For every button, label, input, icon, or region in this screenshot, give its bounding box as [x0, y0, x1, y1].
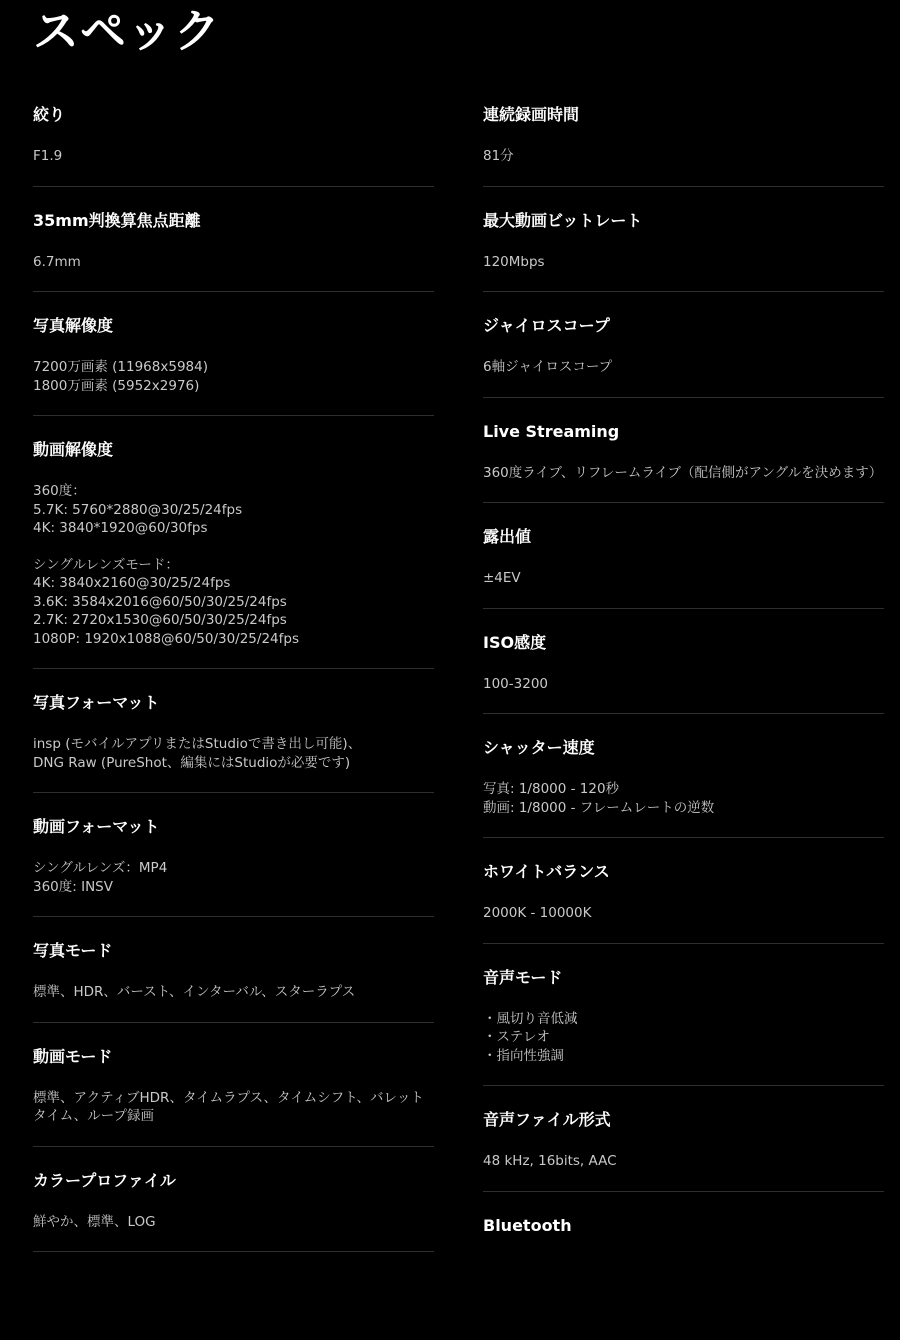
spec-label: ホワイトバランス	[483, 862, 610, 881]
spec-value	[483, 464, 884, 483]
spec-label: シャッター速度	[483, 738, 595, 757]
spec-value	[33, 253, 434, 272]
spec-label: ジャイロスコープ	[483, 316, 610, 335]
spec-value-line: 360度: INSV	[33, 878, 113, 895]
spec-value	[483, 904, 884, 923]
spec-value	[483, 253, 884, 272]
spec-item-iso	[483, 609, 884, 715]
spec-item-item-8	[483, 944, 884, 1087]
spec-value-line: ・指向性強調	[483, 1047, 564, 1064]
spec-value-line: 標準、HDR、バースト、インターバル、スターラプス	[33, 984, 356, 1000]
spec-label: 動画フォーマット	[33, 817, 160, 836]
spec-value	[33, 147, 434, 166]
spec-value-line: 6.7mm	[33, 253, 81, 270]
spec-item-bluetooth	[483, 1192, 884, 1258]
spec-value-line: 1800万画素 (5952x2976)	[33, 377, 200, 394]
spec-item-item-2	[483, 292, 884, 398]
spec-value-line: 360度ライブ、リフレームライブ（配信側がアングルを決めます）	[483, 464, 883, 481]
spec-value-line: F1.9	[33, 148, 63, 164]
spec-item-item-2	[33, 292, 434, 416]
spec-label: カラープロファイル	[33, 1170, 176, 1190]
spec-column-right	[483, 81, 884, 1258]
spec-value	[33, 482, 434, 648]
spec-value-line: 360度：	[33, 483, 86, 499]
spec-value	[483, 147, 884, 166]
spec-item-item-9	[483, 1086, 884, 1192]
spec-value	[33, 358, 434, 395]
spec-label: 絞り	[33, 105, 66, 124]
spec-value-line: DNG Raw (PureShot、編集にはStudioが必要です)	[33, 754, 351, 771]
spec-label: 連続録画時間	[483, 105, 580, 124]
spec-item-item-6	[33, 917, 434, 1023]
spec-value-line: 鮮やか、標準、LOG	[33, 1213, 156, 1230]
spec-label: 動画モード	[33, 1046, 113, 1066]
spec-label: Bluetooth	[483, 1215, 572, 1235]
spec-label: 写真モード	[33, 941, 113, 960]
spec-value-line: 100-3200	[483, 675, 548, 692]
spec-label: 写真解像度	[33, 316, 114, 335]
spec-value	[483, 569, 884, 588]
page-title: スペック	[33, 4, 221, 58]
spec-item-item-4	[483, 503, 884, 609]
spec-label: 35mm判換算焦点距離	[33, 210, 201, 230]
spec-item-item-7	[483, 838, 884, 944]
spec-label: 音声ファイル形式	[483, 1110, 611, 1129]
spec-value-line: 2.7K: 2720x1530@60/50/30/25/24fps	[33, 612, 287, 628]
spec-value-line: 48 kHz, 16bits, AAC	[483, 1153, 617, 1169]
spec-value	[483, 780, 884, 817]
spec-value-line: 120Mbps	[483, 253, 545, 270]
spec-value	[33, 735, 434, 772]
spec-value-line: 2000K - 10000K	[483, 905, 592, 921]
spec-value-line: 81分	[483, 148, 514, 164]
spec-value-line: 4K: 3840x2160@30/25/24fps	[33, 575, 231, 591]
spec-value-line: シングルレンズモード：	[33, 556, 179, 573]
spec-value	[483, 358, 884, 377]
spec-item-live-streaming	[483, 398, 884, 504]
spec-item-item-3	[33, 416, 434, 669]
spec-value-line: 3.6K: 3584x2016@60/50/30/25/24fps	[33, 593, 287, 610]
spec-value-line: 写真: 1/8000 - 120秒	[483, 781, 620, 797]
spec-item-item-6	[483, 714, 884, 838]
spec-value-line: ・ステレオ	[483, 1029, 550, 1045]
spec-value-line: 6軸ジャイロスコープ	[483, 359, 613, 375]
spec-value-line: 1080P: 1920x1088@60/50/30/25/24fps	[33, 630, 299, 647]
spec-value	[483, 1152, 884, 1171]
spec-value-line: ・風切り音低減	[483, 1010, 578, 1027]
spec-item-item-1	[483, 187, 884, 293]
spec-column-left	[33, 81, 434, 1252]
spec-item-item-0	[483, 81, 884, 187]
spec-value-line: ±4EV	[483, 570, 521, 586]
spec-value	[483, 1010, 884, 1066]
spec-item-item-8	[33, 1147, 434, 1253]
spec-value	[33, 859, 434, 896]
spec-value-line: 7200万画素 (11968x5984)	[33, 359, 208, 375]
spec-label: Live Streaming	[483, 421, 620, 441]
spec-value-line: シングルレンズ：MP4	[33, 860, 168, 876]
spec-value-line: 5.7K: 5760*2880@30/25/24fps	[33, 501, 243, 518]
spec-value-line: 4K: 3840*1920@60/30fps	[33, 520, 208, 536]
spec-item-item-4	[33, 669, 434, 793]
spec-label: 露出値	[483, 527, 532, 546]
spec-label: ISO感度	[483, 632, 547, 652]
spec-label: 写真フォーマット	[33, 693, 160, 712]
spec-value-line: insp (モバイルアプリまたはStudioで書き出し可能)、	[33, 736, 362, 752]
spec-item-35mm	[33, 187, 434, 293]
spec-value	[33, 1089, 434, 1126]
spec-item-item-7	[33, 1023, 434, 1147]
spec-label: 動画解像度	[33, 440, 114, 459]
spec-label: 最大動画ビットレート	[483, 210, 643, 230]
spec-value-line: 動画: 1/8000 - フレームレートの逆数	[483, 799, 715, 816]
spec-label: 音声モード	[483, 967, 563, 987]
spec-item-item-5	[33, 793, 434, 917]
spec-value	[33, 983, 434, 1002]
spec-item-item-0	[33, 81, 434, 187]
spec-value	[483, 675, 884, 694]
spec-value-line: 標準、アクティブHDR、タイムラプス、タイムシフト、バレットタイム、ループ録画	[33, 1089, 424, 1124]
spec-value	[33, 1213, 434, 1232]
spec-value-line	[33, 538, 434, 556]
